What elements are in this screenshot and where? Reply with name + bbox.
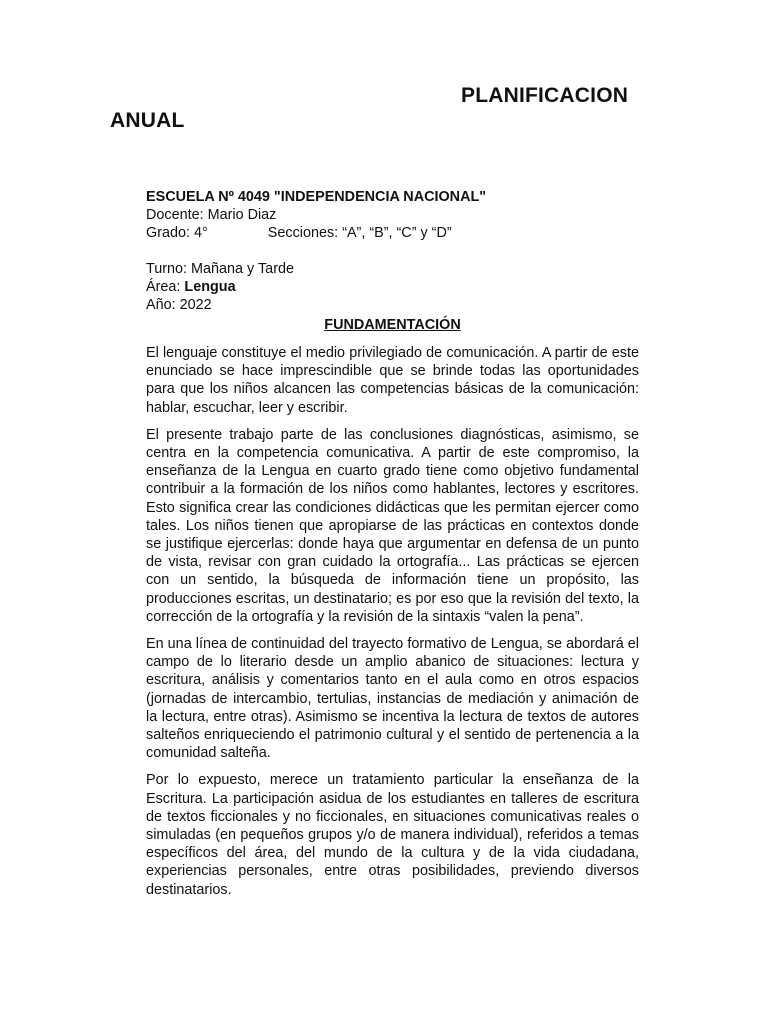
body-text — [146, 344, 639, 908]
area-value: Lengua — [184, 279, 236, 295]
paragraph: En una línea de continuidad del trayecto formativo de Lengua, se abordará el campo de lo literario desde un amplio abanico de situaciones: lectura y escritura, análisis y comentarios tanto en el aula como en otros espacios (jornadas de intercambio, tertulias, instancias de mediación y animación de la lectura, entre otras). Asimismo se incentiva la lectura de textos de autores salteños enriqueciendo el patrimonio cultural y el sentido de pertenencia a la comunidad salteña. — [146, 636, 639, 762]
section-heading: FUNDAMENTACIÓN — [324, 317, 461, 333]
school-name: ESCUELA Nº 4049 "INDEPENDENCIA NACIONAL" — [146, 189, 487, 205]
sections-label: Secciones: “A”, “B”, “C” y “D” — [267, 225, 452, 241]
paragraph: El lenguaje constituye el medio privilegiado de comunicación. A partir de este enunciado se hace imprescindible que se brinde todas las oportunidades para que los niños alcancen las competencias básicas de la comunicación: hablar, escuchar, leer y escribir. — [146, 345, 639, 416]
teacher-name: Docente: Mario Diaz — [146, 207, 277, 223]
paragraph: El presente trabajo parte de las conclusiones diagnósticas, asimismo, se centra en la competencia comunicativa. A partir de este compromiso, la enseñanza de la Lengua en cuarto grado tiene como objetivo fundamental contribuir a la formación de los niños como hablantes, lectores y escritores. Esto significa crear las condiciones didácticas que les permitan ejercer como tales. Los niños tienen que apropiarse de las prácticas en contextos donde se justifique ejercerlas: donde haya que argumentar en defensa de un punto de vista, revisar con gran cuidado la ortografía... Las prácticas se ejercen con un sentido, la búsqueda de información tiene un propósito, las producciones escritas, un destinatario; es por eso que la revisión del texto, la corrección de la ortografía y la revisión de la sintaxis “valen la pena”. — [146, 426, 639, 625]
document-title-line-1: PLANIFICACION — [461, 84, 629, 107]
document-title-line-2: ANUAL — [110, 109, 185, 132]
year-label: Año: 2022 — [146, 297, 212, 313]
paragraph: Por lo expuesto, merece un tratamiento particular la enseñanza de la Escritura. La participación asidua de los estudiantes en talleres de escritura de textos ficcionales y no ficcionales, en situaciones comunicativas reales o simuladas (en pequeños grupos y/o de manera individual), referidos a temas específicos del área, del mundo de la cultura y de la vida ciudadana, experiencias personales, entre otras posibilidades, previendo diversos destinatarios. — [146, 772, 639, 898]
grade-row — [146, 224, 646, 242]
grade-label: Grado: 4° — [146, 225, 208, 241]
area-row — [146, 278, 646, 296]
area-label: Área: — [146, 279, 185, 295]
shift-label: Turno: Mañana y Tarde — [146, 261, 294, 277]
header-info — [146, 188, 646, 314]
header-spacer — [146, 242, 646, 260]
